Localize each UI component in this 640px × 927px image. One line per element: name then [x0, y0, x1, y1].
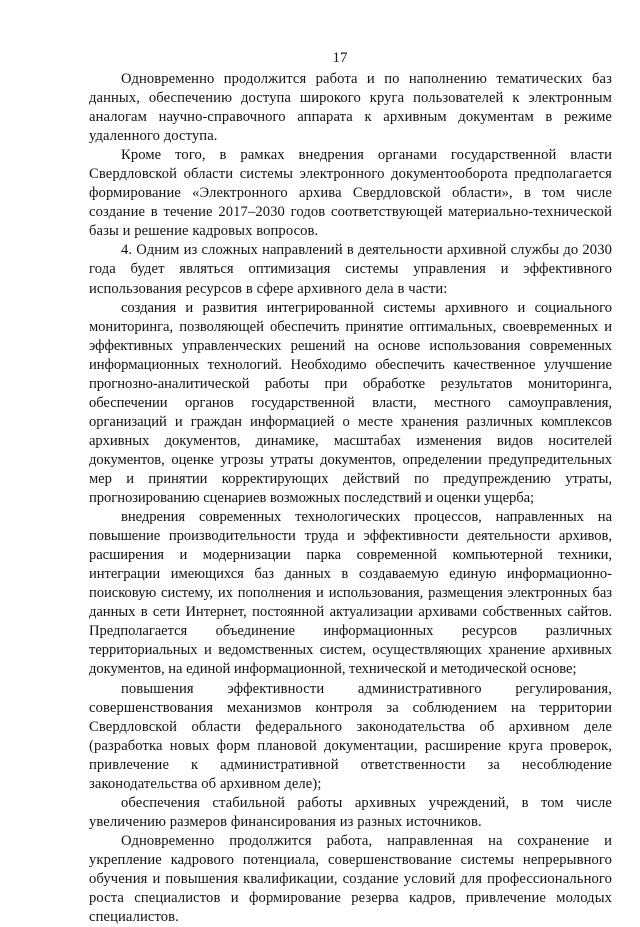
- paragraph-personnel-potential: Одновременно продолжится работа, направленная на сохранение и укрепление кадрового потенциала, совершенствование системы непрерывного обучения и повышения квалификации, создание условий для профессионального роста специалистов и формирование резерва кадров, привлечение молодых специалистов.: [89, 832, 612, 926]
- paragraph-technological-processes: внедрения современных технологических процессов, направленных на повышение производительности труда и эффективности деятельности архивов, расширения и модернизации парка современной компьютерной техники, интеграции имеющихся баз данных в создаваемую единую информационно-поисковую систему, их пополнения и использования, размещения электронных баз данных в сети Интернет, постоянной актуализации архивами собственных сайтов. Предполагается объединение информационных ресурсов различных территориальных и ведомственных систем, осуществляющих хранение архивных документов, на единой информационной, технической и методической основе;: [89, 509, 612, 678]
- page-number: 17: [332, 50, 348, 66]
- paragraph-electronic-archive: Кроме того, в рамках внедрения органами государственной власти Свердловской области системы электронного документооборота предполагается формирование «Электронного архива Свердловской области», в том числе создание в течение 2017–2030 годов соответствующей материально-технической базы и решение кадровых вопросов.: [89, 147, 612, 240]
- paragraph-administrative-regulation: повышения эффективности административного регулирования, совершенствования механизмов контроля за соблюдением на территории Свердловской области федерального законодательства об архивном деле (разработка новых форм плановой документации, расширение круга проверок, привлечение к административной ответственности за несоблюдение законодательства об архивном деле);: [89, 680, 612, 792]
- document-body: [89, 70, 612, 927]
- paragraph-management-optimization: 4. Одним из сложных направлений в деятельности архивной службы до 2030 года будет являться оптимизация системы управления и эффективного использования ресурсов в сфере архивного дела в части:: [89, 242, 612, 297]
- paragraph-monitoring-system: создания и развития интегрированной системы архивного и социального мониторинга, позволяющей обеспечить принятие оптимальных, своевременных и эффективных управленческих решений на основе использования современных информационных технологий. Необходимо обеспечить качественное улучшение прогнозно-аналитической работы при обработке результатов мониторинга, обеспечении органов государственной власти, местного самоуправления, организаций и граждан информацией о месте хранения различных комплексов архивных документов, динамике, масштабах изменения видов носителей документов, оценке угрозы утраты документов, определении предупредительных мер и принятии корректирующих действий по предупреждению утраты, прогнозированию сценариев возможных последствий и оценки ущерба;: [89, 299, 612, 507]
- paragraph-thematic-databases: Одновременно продолжится работа и по наполнению тематических баз данных, обеспечению доступа широкого круга пользователей к электронным аналогам научно-справочного аппарата к архивным документам в режиме удаленного доступа.: [89, 71, 612, 145]
- paragraph-financing: обеспечения стабильной работы архивных учреждений, в том числе увеличению размеров финансирования из разных источников.: [89, 794, 612, 830]
